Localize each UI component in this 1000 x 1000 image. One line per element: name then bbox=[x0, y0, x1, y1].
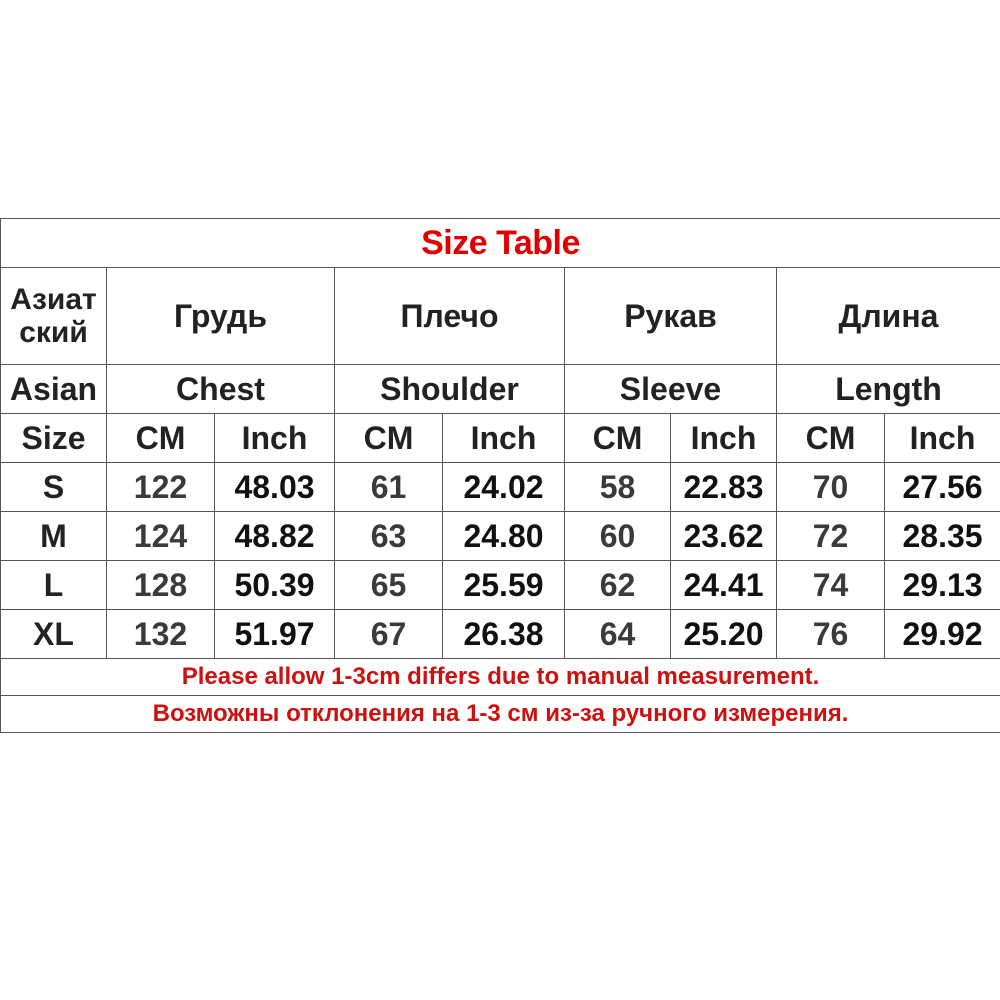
length-inch: 29.13 bbox=[885, 561, 1000, 610]
russian-header-row bbox=[1, 268, 1000, 365]
header-chest-en: Chest bbox=[107, 365, 335, 414]
sleeve-inch: 24.41 bbox=[671, 561, 777, 610]
sleeve-cm: 60 bbox=[565, 512, 671, 561]
length-inch: 28.35 bbox=[885, 512, 1000, 561]
sleeve-inch-unit: Inch bbox=[671, 414, 777, 463]
shoulder-cm: 67 bbox=[335, 610, 443, 659]
shoulder-inch-unit: Inch bbox=[443, 414, 565, 463]
shoulder-cm: 63 bbox=[335, 512, 443, 561]
chest-inch: 48.03 bbox=[215, 463, 335, 512]
english-header-row bbox=[1, 365, 1000, 414]
table-row bbox=[1, 512, 1000, 561]
table-row bbox=[1, 610, 1000, 659]
chest-inch: 51.97 bbox=[215, 610, 335, 659]
shoulder-inch: 25.59 bbox=[443, 561, 565, 610]
size-label: Size bbox=[1, 414, 107, 463]
length-cm: 72 bbox=[777, 512, 885, 561]
chest-cm-unit: CM bbox=[107, 414, 215, 463]
header-length-ru: Длина bbox=[777, 268, 1000, 365]
sleeve-inch: 23.62 bbox=[671, 512, 777, 561]
size-value: S bbox=[1, 463, 107, 512]
header-shoulder-en: Shoulder bbox=[335, 365, 565, 414]
measurement-note-en: Please allow 1-3cm differs due to manual measurement. bbox=[1, 659, 1000, 696]
length-inch-unit: Inch bbox=[885, 414, 1000, 463]
length-cm-unit: CM bbox=[777, 414, 885, 463]
sleeve-inch: 25.20 bbox=[671, 610, 777, 659]
table-row bbox=[1, 463, 1000, 512]
note-row-en bbox=[1, 659, 1000, 696]
length-cm: 74 bbox=[777, 561, 885, 610]
chest-cm: 124 bbox=[107, 512, 215, 561]
size-value: XL bbox=[1, 610, 107, 659]
unit-row bbox=[1, 414, 1000, 463]
length-inch: 29.92 bbox=[885, 610, 1000, 659]
header-size-en: Asian bbox=[1, 365, 107, 414]
chest-cm: 122 bbox=[107, 463, 215, 512]
sleeve-cm-unit: CM bbox=[565, 414, 671, 463]
size-value: L bbox=[1, 561, 107, 610]
chest-inch: 50.39 bbox=[215, 561, 335, 610]
length-inch: 27.56 bbox=[885, 463, 1000, 512]
table-title: Size Table bbox=[1, 219, 1000, 268]
length-cm: 70 bbox=[777, 463, 885, 512]
header-size-ru: Азиат ский bbox=[1, 268, 107, 365]
shoulder-inch: 24.02 bbox=[443, 463, 565, 512]
sleeve-cm: 58 bbox=[565, 463, 671, 512]
chest-cm: 128 bbox=[107, 561, 215, 610]
shoulder-inch: 24.80 bbox=[443, 512, 565, 561]
header-length-en: Length bbox=[777, 365, 1000, 414]
chest-inch-unit: Inch bbox=[215, 414, 335, 463]
measurement-note-ru: Возможны отклонения на 1-3 см из-за ручного измерения. bbox=[1, 696, 1000, 733]
sleeve-cm: 62 bbox=[565, 561, 671, 610]
sleeve-inch: 22.83 bbox=[671, 463, 777, 512]
chest-inch: 48.82 bbox=[215, 512, 335, 561]
shoulder-inch: 26.38 bbox=[443, 610, 565, 659]
size-table bbox=[0, 218, 1000, 733]
note-row-ru bbox=[1, 696, 1000, 733]
shoulder-cm-unit: CM bbox=[335, 414, 443, 463]
sleeve-cm: 64 bbox=[565, 610, 671, 659]
header-sleeve-ru: Рукав bbox=[565, 268, 777, 365]
shoulder-cm: 61 bbox=[335, 463, 443, 512]
header-shoulder-ru: Плечо bbox=[335, 268, 565, 365]
header-sleeve-en: Sleeve bbox=[565, 365, 777, 414]
title-row bbox=[1, 219, 1000, 268]
chest-cm: 132 bbox=[107, 610, 215, 659]
size-value: M bbox=[1, 512, 107, 561]
table-row bbox=[1, 561, 1000, 610]
length-cm: 76 bbox=[777, 610, 885, 659]
header-chest-ru: Грудь bbox=[107, 268, 335, 365]
shoulder-cm: 65 bbox=[335, 561, 443, 610]
